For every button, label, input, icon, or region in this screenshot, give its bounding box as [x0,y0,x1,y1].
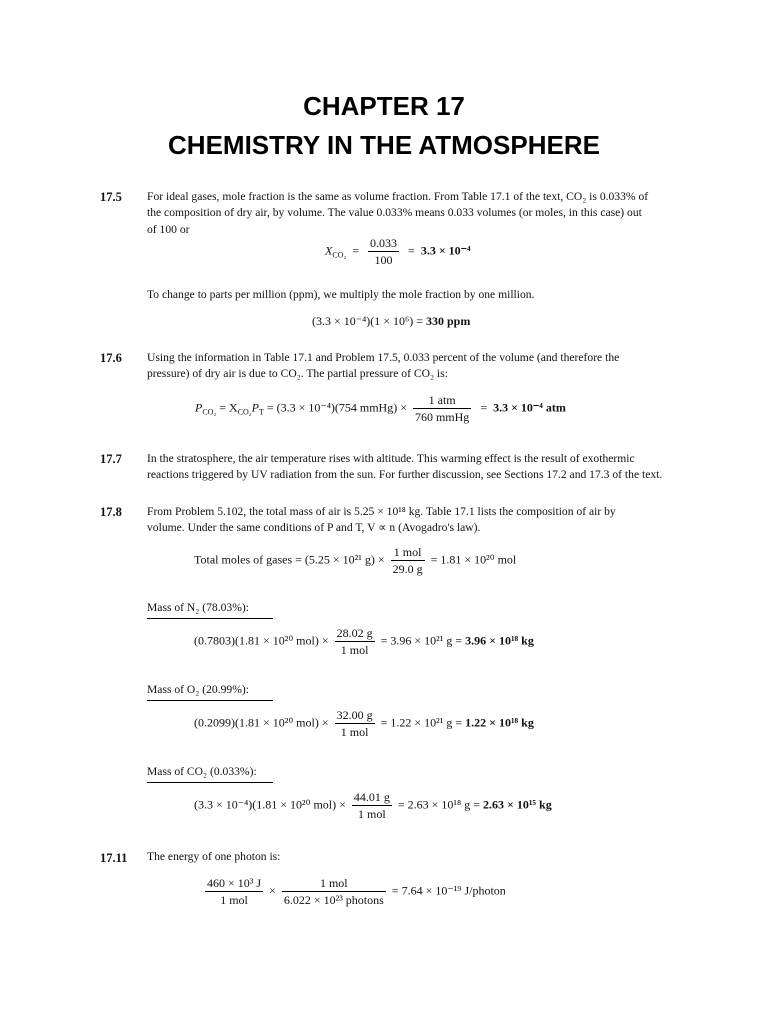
text-line: For ideal gases, mole fraction is the same as volume fraction. From Table 17.1 of the text, CO₂ is 0.033% of [147,190,649,203]
section-label: Mass of N₂ (78.03%): [147,601,249,614]
equation [194,545,516,576]
expression: (3.3 × 10⁻⁴)(1.81 × 10²⁰ mol) × [194,797,346,812]
result: 3.96 × 10¹⁸ kg [465,633,534,648]
text-line: pressure) of dry air is due to CO₂. The partial pressure of CO₂ is: [147,367,448,381]
fraction [282,876,386,907]
fraction [352,790,392,821]
result: 330 ppm [426,314,471,328]
label-underline [147,618,273,619]
denominator: 100 [374,253,393,267]
text-line: In the stratosphere, the air temperature rises with altitude. This warming effect is the result of exothermic [147,452,635,465]
chapter-title: CHEMISTRY IN THE ATMOSPHERE [168,130,600,160]
problem-text: To change to parts per million (ppm), we multiply the mole fraction by one million. [147,288,535,301]
equation: $P_{CO_2} = X_{CO_2}P_T = (3.3 \times 10^{-4})(754$ mmHg) × $\frac{\text{1 atm}}{\text{760 mmHg}}$ = 3.3 × 10⁻⁴ atm [195,393,566,424]
expression: (0.2099)(1.81 × 10²⁰ mol) × [194,715,329,730]
denominator: 1 mol [340,725,369,739]
subscript: CO₂ [332,250,347,260]
numerator: 32.00 g [336,708,373,722]
fraction [413,393,471,424]
text-line: of 100 or [147,222,190,236]
expression: = (3.3 × 10⁻⁴)(754 mmHg) × [266,400,407,415]
equation [194,626,534,657]
fraction [205,876,263,907]
expression: = 3.96 × 10²¹ g = [380,633,463,648]
fraction [335,626,375,657]
result: 3.3 × 10⁻⁴ atm [493,400,566,415]
denominator: 1 mol [358,807,386,821]
fraction [391,545,425,576]
expression: = 1.22 × 10²¹ g = [380,715,463,730]
numerator: 1 mol [282,876,386,892]
numerator: 0.033 [370,236,398,250]
text-line: From Problem 5.102, the total mass of air is 5.25 × 10¹⁸ kg. Table 17.1 lists the composition of air by [147,505,616,518]
text-line: volume. Under the same conditions of P and T, V ∝ n (Avogadro's law). [147,521,481,535]
problem-number: 17.6 [100,351,122,365]
section-label: Mass of CO₂ (0.033%): [147,765,257,778]
section-label: Mass of O₂ (20.99%): [147,683,249,696]
problem-number: 17.11 [100,851,128,865]
equation: $X_{CO_2}$ = $\frac{0.033}{100}$ = 3.3 × 10⁻⁴ [325,236,471,267]
label-underline [147,782,273,783]
chapter-number: CHAPTER 17 [303,91,465,121]
variable: X [325,243,333,258]
variable: P [251,400,259,415]
problem-text [147,504,717,537]
subscript: CO₂ [202,407,217,417]
numerator: 44.01 g [353,790,390,804]
denominator: 1 mol [220,893,248,907]
expression: = 7.64 × 10⁻¹⁹ J/photon [391,883,506,898]
subscript: CO₂ [237,407,252,417]
operator: × [269,883,276,898]
text-line: the composition of dry air, by volume. The value 0.033% means 0.033 volumes (or moles, in this case) out [147,206,642,220]
fraction [368,236,399,267]
expression: (3.3 × 10⁻⁴)(1 × 10⁶) = [312,314,423,328]
subscript: T [258,407,264,417]
numerator: 460 × 10³ J [207,876,262,890]
expression: = 2.63 × 10¹⁸ g = [397,797,480,812]
expression: Total moles of gases = (5.25 × 10²¹ g) × [194,552,385,567]
equation [312,314,470,329]
numerator: 1 atm [413,393,471,409]
result: 2.63 × 10¹⁵ kg [482,797,552,812]
problem-number: 17.5 [100,190,122,204]
problem-number: 17.8 [100,505,122,519]
denominator: 29.0 g [392,562,423,576]
label-underline [147,700,273,701]
denominator: 1 mol [340,643,369,657]
variable: P [195,400,203,415]
numerator: 28.02 g [336,626,373,640]
result: 1.22 × 10¹⁸ kg [465,715,534,730]
equation [194,790,552,821]
problem-text [147,350,717,383]
expression: (0.7803)(1.81 × 10²⁰ mol) × [194,633,329,648]
expression: = X [219,400,238,415]
equation [202,876,506,907]
denominator: 760 mmHg [414,410,470,424]
text-line: reactions triggered by UV radiation from the sun. For further discussion, see Sections 17.2 and 17.3 of the text. [147,468,663,482]
problem-text [147,451,717,484]
expression: = 1.81 × 10²⁰ mol [430,552,517,567]
problem-number: 17.7 [100,452,122,466]
numerator: 1 mol [391,545,425,561]
problem-text: The energy of one photon is: [147,850,281,863]
problem-text [147,189,717,238]
equation [194,708,534,739]
result: 3.3 × 10⁻⁴ [420,243,471,258]
denominator: 6.022 × 10²³ photons [283,893,384,907]
text-line: Using the information in Table 17.1 and Problem 17.5, 0.033 percent of the volume (and therefore the [147,351,620,364]
fraction [335,708,375,739]
